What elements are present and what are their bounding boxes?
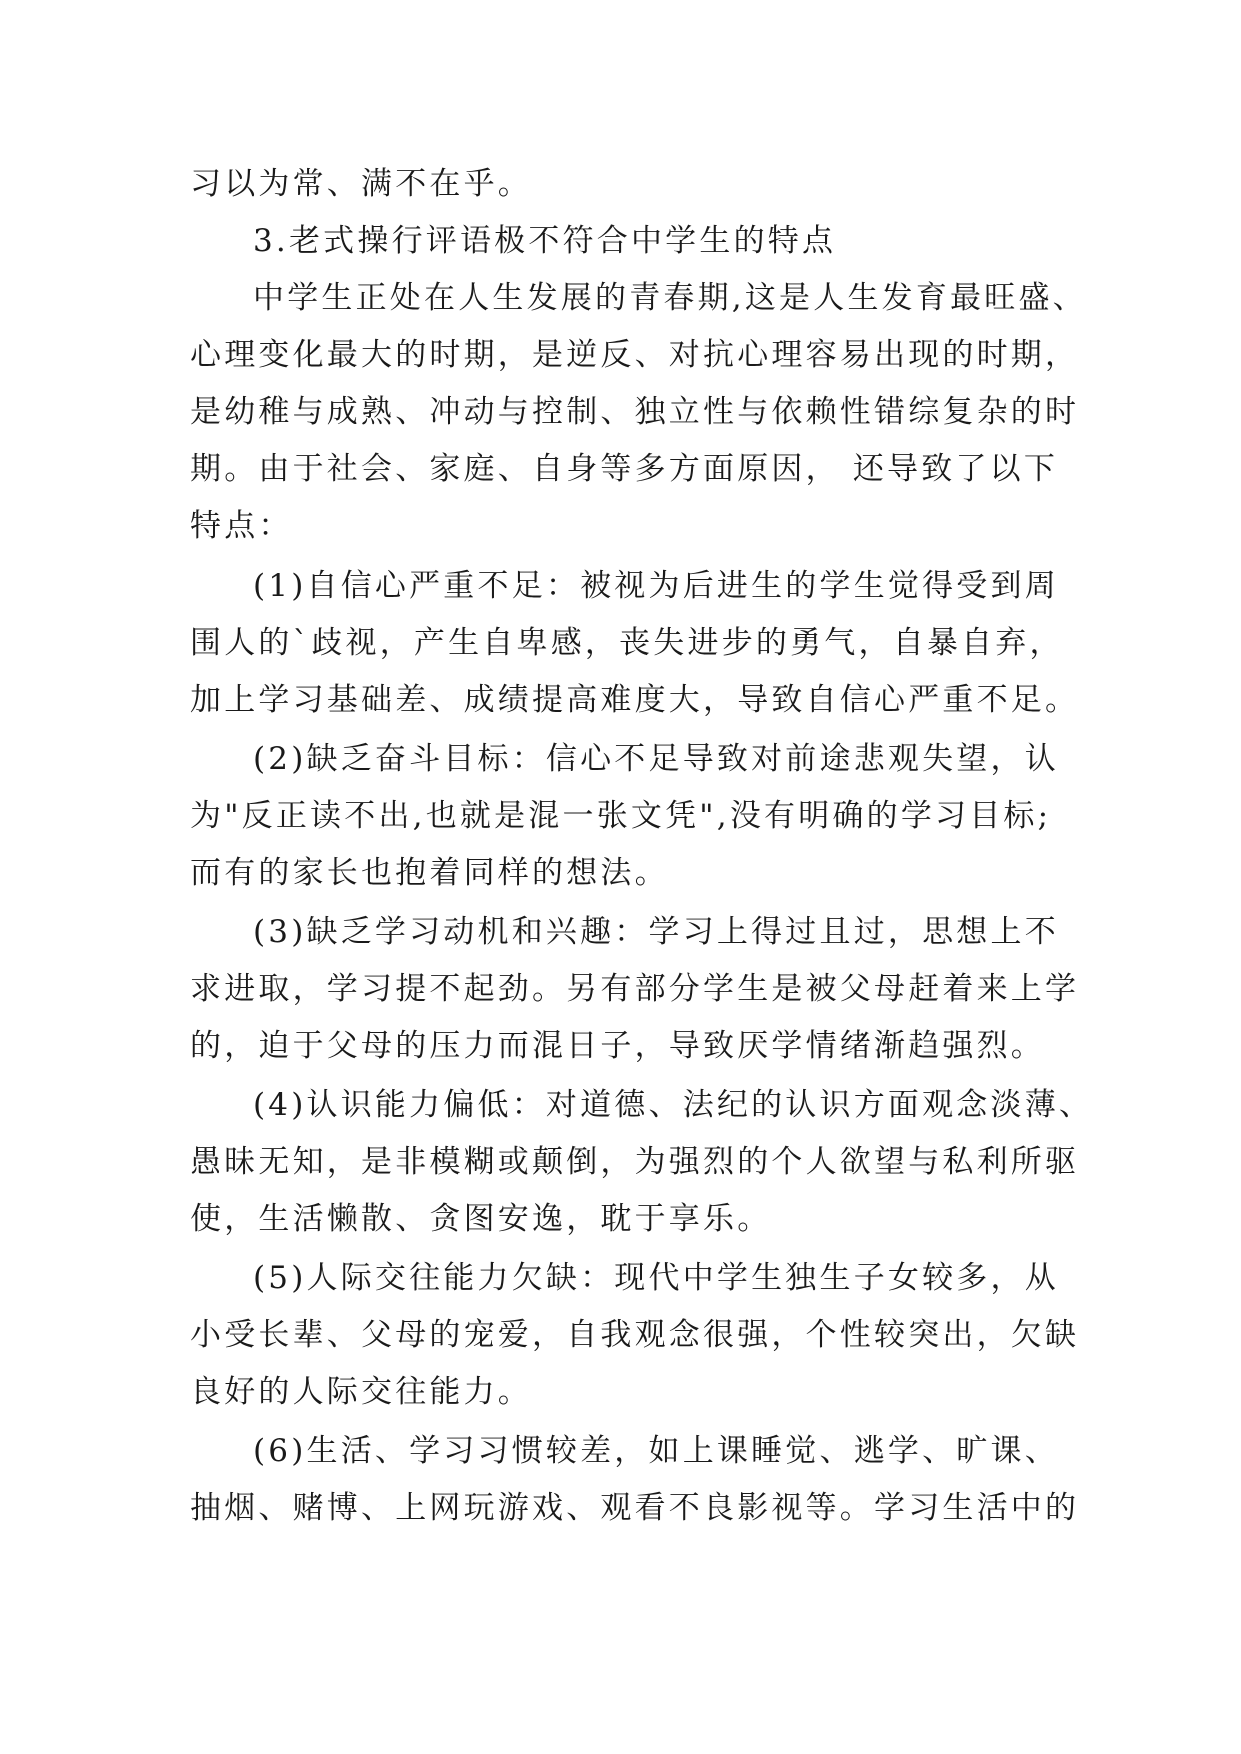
text-line: 中学生正处在人生发展的青春期,这是人生发育最旺盛、: [253, 280, 1087, 316]
section-heading: 3.老式操行评语极不符合中学生的特点: [253, 223, 837, 259]
text-line: 的，迫于父母的压力而混日子，导致厌学情绪渐趋强烈。: [190, 1028, 1045, 1064]
text-line: 为"反正读不出,也就是混一张文凭",没有明确的学习目标;: [190, 798, 1052, 834]
text-line: 愚昧无知，是非模糊或颠倒，为强烈的个人欲望与私利所驱: [190, 1144, 1080, 1180]
text-line: (6)生活、学习习惯较差，如上课睡觉、逃学、旷课、: [253, 1433, 1059, 1469]
text-line: 求进取，学习提不起劲。另有部分学生是被父母赶着来上学: [190, 971, 1080, 1007]
text-line: (4)认识能力偏低：对道德、法纪的认识方面观念淡薄、: [253, 1087, 1094, 1123]
text-line: (3)缺乏学习动机和兴趣：学习上得过且过，思想上不: [253, 914, 1059, 950]
text-line: 抽烟、赌博、上网玩游戏、观看不良影视等。学习生活中的: [190, 1490, 1080, 1526]
text-line: 良好的人际交往能力。: [190, 1374, 532, 1410]
text-line: 小受长辈、父母的宠爱，自我观念很强，个性较突出，欠缺: [190, 1317, 1080, 1353]
text-line: 是幼稚与成熟、冲动与控制、独立性与依赖性错综复杂的时: [190, 394, 1080, 430]
text-line: 而有的家长也抱着同样的想法。: [190, 855, 669, 891]
text-line: 特点：: [190, 508, 293, 544]
text-line: 使，生活懒散、贪图安逸，耽于享乐。: [190, 1201, 772, 1237]
text-line: 加上学习基础差、成绩提高难度大，导致自信心严重不足。: [190, 682, 1080, 718]
text-line: 习以为常、满不在乎。: [190, 166, 532, 202]
text-line: (2)缺乏奋斗目标：信心不足导致对前途悲观失望，认: [253, 741, 1059, 777]
text-line: (5)人际交往能力欠缺：现代中学生独生子女较多，从: [253, 1260, 1059, 1296]
text-line: 心理变化最大的时期，是逆反、对抗心理容易出现的时期，: [190, 337, 1080, 373]
text-line: 期。由于社会、家庭、自身等多方面原因， 还导致了以下: [190, 451, 1059, 487]
text-line: 围人的`歧视，产生自卑感，丧失进步的勇气，自暴自弃，: [190, 625, 1064, 661]
text-line: (1)自信心严重不足：被视为后进生的学生觉得受到周: [253, 568, 1059, 604]
